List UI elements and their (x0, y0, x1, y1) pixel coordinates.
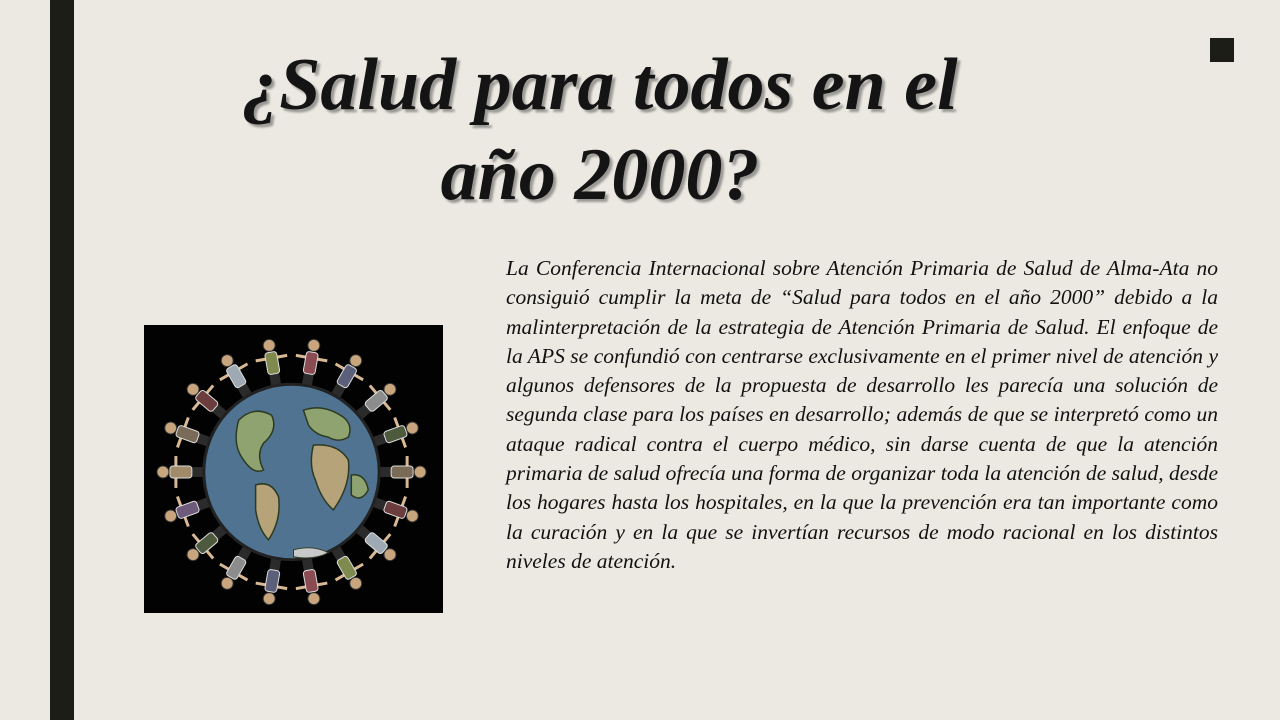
slide-title-line-1: ¿Salud para todos en el (242, 44, 958, 126)
globe-icon (204, 384, 379, 559)
left-accent-bar (50, 0, 74, 720)
slide-title (180, 40, 1020, 220)
globe-people-svg (144, 325, 443, 613)
slide-title-line-2: año 2000? (440, 134, 760, 216)
globe-people-illustration (144, 325, 443, 613)
slide-body-text: La Conferencia Internacional sobre Atención Primaria de Salud de Alma-Ata no consiguió cumplir la meta de “Salud para todos en el año 2000” debido a la malinterpretación de la estrategia de Atención Primaria de Salud. El enfoque de la APS se confundió con centrarse exclusivamente en el primer nivel de atención y algunos defensores de la propuesta de desarrollo les parecía una solución de segunda clase para los países en desarrollo; además de que se interpretó como un ataque radical contra el cuerpo médico, sin darse cuenta de que la atención primaria de salud ofrecía una forma de organizar toda la atención de salud, desde los hogares hasta los hospitales, en la que la prevención era tan importante como la curación y en la que se invertían recursos de modo racional en los distintos niveles de atención. (506, 256, 1218, 573)
corner-square-decoration (1210, 38, 1234, 62)
